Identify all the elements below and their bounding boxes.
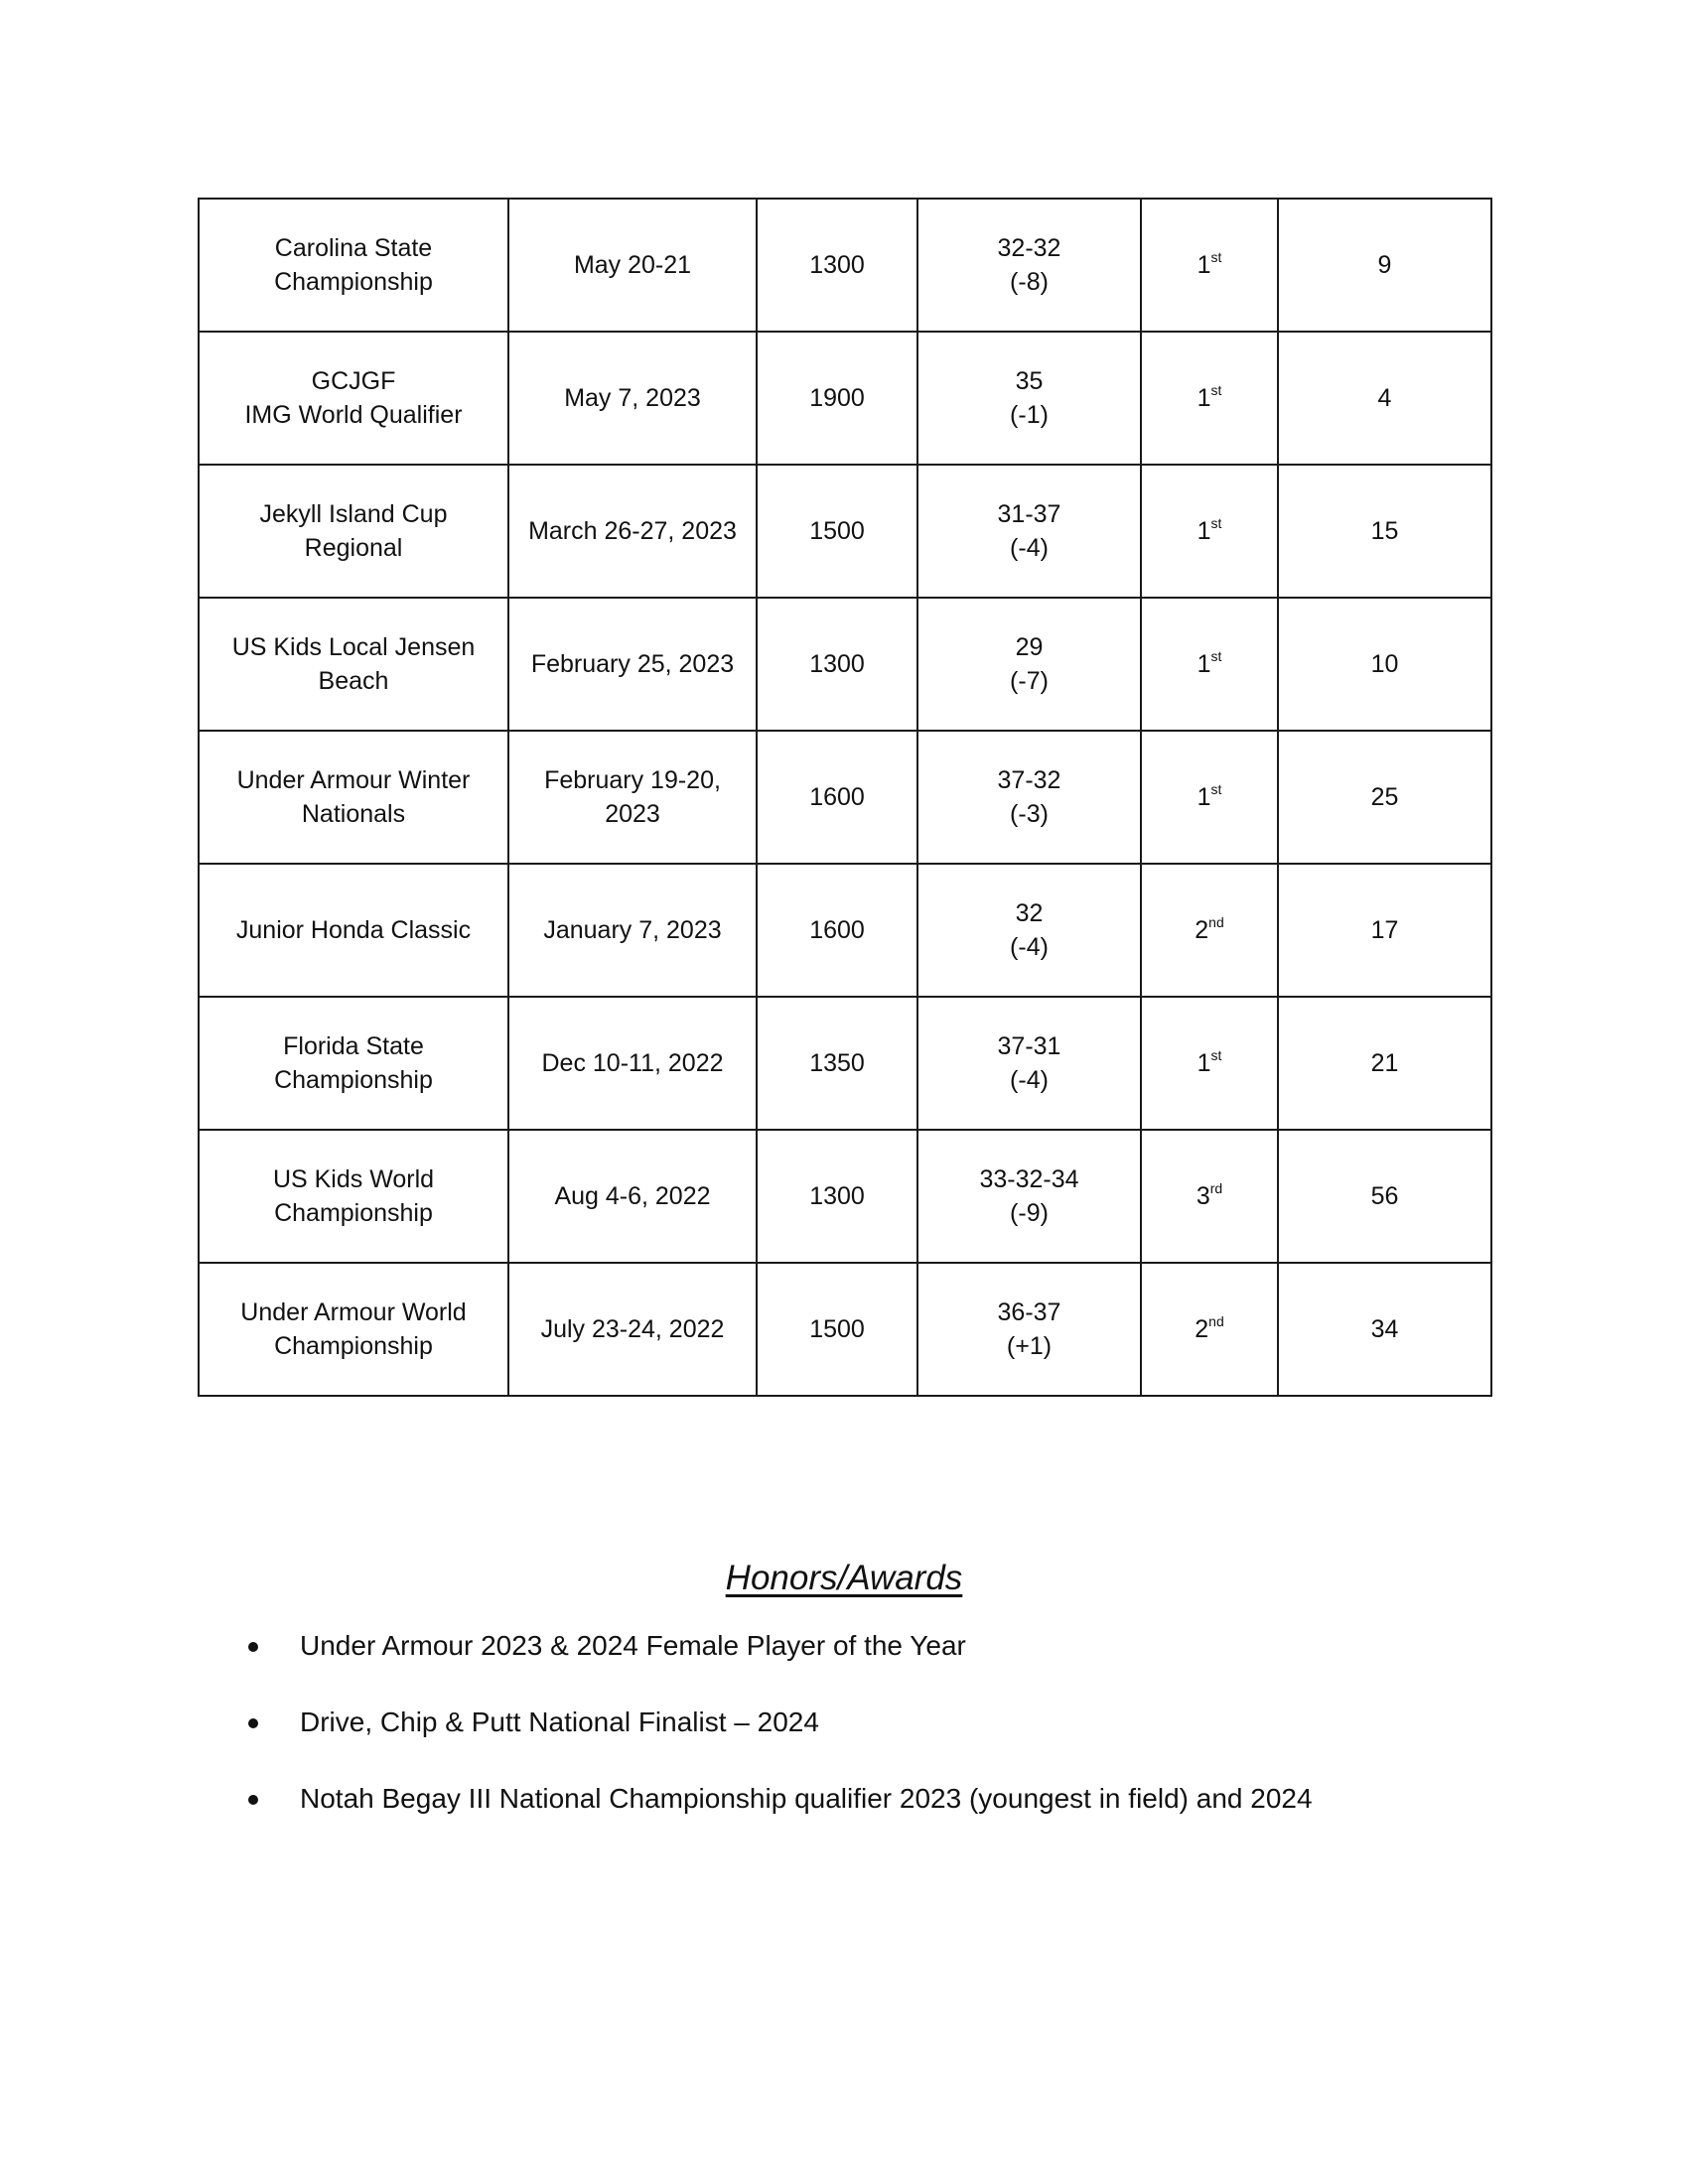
score-cell-line: (-9) — [1010, 1199, 1049, 1227]
points-cell: 1500 — [757, 1263, 917, 1396]
date-cell — [508, 199, 757, 332]
score-cell — [917, 598, 1141, 731]
place-suffix: st — [1210, 248, 1222, 265]
table-row — [199, 864, 1491, 997]
field-size-cell: 17 — [1278, 864, 1491, 997]
place-suffix: st — [1210, 647, 1222, 664]
points-cell: 1300 — [757, 199, 917, 332]
table-row — [199, 1263, 1491, 1396]
date-cell — [508, 332, 757, 465]
points-cell: 1900 — [757, 332, 917, 465]
bullet-icon — [248, 1795, 258, 1805]
score-cell-line: (-4) — [1010, 933, 1049, 961]
place-number: 1 — [1196, 251, 1211, 279]
field-size-cell: 21 — [1278, 997, 1491, 1130]
score-cell — [917, 1130, 1141, 1263]
list-item — [240, 1705, 1531, 1740]
place-number: 1 — [1196, 1049, 1211, 1077]
place-number: 1 — [1196, 384, 1211, 412]
score-cell — [917, 332, 1141, 465]
results-table — [198, 198, 1492, 1397]
score-cell — [917, 199, 1141, 332]
bullet-icon — [248, 1642, 258, 1652]
score-cell — [917, 465, 1141, 598]
honor-text: Notah Begay III National Championship qualifier 2023 (youngest in field) and 2024 — [300, 1783, 1313, 1814]
table-row — [199, 598, 1491, 731]
event-cell-line: Championship — [274, 268, 433, 296]
table-row — [199, 731, 1491, 864]
score-cell-line: (-3) — [1010, 800, 1049, 828]
date-cell — [508, 465, 757, 598]
date-cell-line: February 19-20, — [544, 766, 721, 794]
event-cell — [199, 1130, 508, 1263]
date-cell-line: July 23-24, 2022 — [540, 1315, 725, 1343]
date-cell — [508, 864, 757, 997]
score-cell — [917, 731, 1141, 864]
field-size-cell: 15 — [1278, 465, 1491, 598]
event-cell-line: Beach — [318, 667, 389, 695]
event-cell-line: Nationals — [301, 800, 406, 828]
date-cell-line: Aug 4-6, 2022 — [554, 1182, 711, 1210]
list-item — [240, 1781, 1531, 1817]
event-cell — [199, 864, 508, 997]
place-cell — [1141, 1263, 1278, 1396]
honors-heading: Honors/Awards — [725, 1559, 963, 1597]
event-cell-line: Championship — [274, 1066, 433, 1094]
score-cell — [917, 997, 1141, 1130]
score-cell-line: (+1) — [1006, 1332, 1053, 1360]
event-cell-line: Regional — [304, 534, 403, 562]
bullet-icon — [248, 1718, 258, 1728]
score-cell-line: 32 — [1015, 899, 1044, 927]
event-cell — [199, 199, 508, 332]
date-cell-line: 2023 — [605, 800, 660, 828]
table-row — [199, 465, 1491, 598]
place-cell — [1141, 1130, 1278, 1263]
place-cell — [1141, 199, 1278, 332]
place-suffix: st — [1210, 780, 1222, 797]
place-suffix: rd — [1209, 1179, 1223, 1196]
event-cell-line: Under Armour Winter — [236, 766, 471, 794]
score-cell-line: (-4) — [1010, 1066, 1049, 1094]
place-suffix: st — [1210, 514, 1222, 531]
field-size-cell: 10 — [1278, 598, 1491, 731]
score-cell-line: 29 — [1015, 633, 1044, 661]
list-item — [240, 1628, 1531, 1664]
event-cell — [199, 997, 508, 1130]
place-number: 1 — [1196, 650, 1211, 678]
score-cell-line: (-1) — [1010, 401, 1049, 429]
date-cell — [508, 1263, 757, 1396]
field-size-cell: 25 — [1278, 731, 1491, 864]
score-cell — [917, 864, 1141, 997]
date-cell-line: March 26-27, 2023 — [528, 517, 737, 545]
place-cell — [1141, 598, 1278, 731]
field-size-cell: 4 — [1278, 332, 1491, 465]
date-cell-line: January 7, 2023 — [543, 916, 722, 944]
date-cell-line: May 20-21 — [573, 251, 692, 279]
event-cell-line: Carolina State — [274, 234, 433, 262]
field-size-cell: 9 — [1278, 199, 1491, 332]
event-cell-line: Championship — [274, 1199, 433, 1227]
score-cell-line: 33-32-34 — [979, 1165, 1079, 1193]
event-cell — [199, 598, 508, 731]
place-number: 1 — [1196, 517, 1211, 545]
table-row — [199, 332, 1491, 465]
place-suffix: nd — [1208, 1312, 1224, 1329]
table-row — [199, 997, 1491, 1130]
points-cell: 1300 — [757, 1130, 917, 1263]
points-cell: 1350 — [757, 997, 917, 1130]
place-cell — [1141, 731, 1278, 864]
event-cell-line: Championship — [274, 1332, 433, 1360]
date-cell — [508, 997, 757, 1130]
event-cell-line: Junior Honda Classic — [235, 916, 472, 944]
score-cell-line: (-7) — [1010, 667, 1049, 695]
event-cell — [199, 465, 508, 598]
score-cell-line: 37-32 — [997, 766, 1061, 794]
points-cell: 1300 — [757, 598, 917, 731]
place-suffix: nd — [1208, 913, 1224, 930]
place-cell — [1141, 465, 1278, 598]
place-number: 1 — [1196, 783, 1211, 811]
date-cell-line: May 7, 2023 — [564, 384, 701, 412]
event-cell-line: Jekyll Island Cup — [259, 500, 448, 528]
date-cell — [508, 1130, 757, 1263]
place-number: 3 — [1196, 1182, 1210, 1210]
table-row — [199, 1130, 1491, 1263]
event-cell-line: Under Armour World — [240, 1298, 467, 1326]
place-cell — [1141, 332, 1278, 465]
event-cell-line: IMG World Qualifier — [244, 401, 463, 429]
place-number: 2 — [1195, 916, 1209, 944]
honor-text: Under Armour 2023 & 2024 Female Player of the Year — [300, 1630, 966, 1661]
field-size-cell: 34 — [1278, 1263, 1491, 1396]
score-cell-line: 36-37 — [997, 1298, 1061, 1326]
date-cell-line: Dec 10-11, 2022 — [541, 1049, 724, 1077]
points-cell: 1600 — [757, 731, 917, 864]
date-cell-line: February 25, 2023 — [530, 650, 735, 678]
score-cell-line: 37-31 — [997, 1032, 1061, 1060]
honors-list — [240, 1628, 1531, 1857]
event-cell-line: US Kids Local Jensen — [231, 633, 476, 661]
score-cell-line: 31-37 — [997, 500, 1061, 528]
event-cell-line: Florida State — [283, 1032, 424, 1060]
field-size-cell: 56 — [1278, 1130, 1491, 1263]
place-number: 2 — [1195, 1315, 1209, 1343]
results-table-body — [199, 199, 1491, 1396]
place-cell — [1141, 864, 1278, 997]
score-cell — [917, 1263, 1141, 1396]
place-suffix: st — [1210, 1046, 1222, 1063]
table-row — [199, 199, 1491, 332]
event-cell-line: US Kids World — [272, 1165, 435, 1193]
place-suffix: st — [1210, 381, 1222, 398]
points-cell: 1600 — [757, 864, 917, 997]
points-cell: 1500 — [757, 465, 917, 598]
score-cell-line: (-8) — [1010, 268, 1049, 296]
score-cell-line: 32-32 — [997, 234, 1061, 262]
date-cell — [508, 598, 757, 731]
event-cell-line: GCJGF — [311, 367, 396, 395]
date-cell — [508, 731, 757, 864]
event-cell — [199, 1263, 508, 1396]
event-cell — [199, 332, 508, 465]
score-cell-line: 35 — [1015, 367, 1044, 395]
place-cell — [1141, 997, 1278, 1130]
score-cell-line: (-4) — [1010, 534, 1049, 562]
event-cell — [199, 731, 508, 864]
honor-text: Drive, Chip & Putt National Finalist – 2024 — [300, 1706, 819, 1737]
